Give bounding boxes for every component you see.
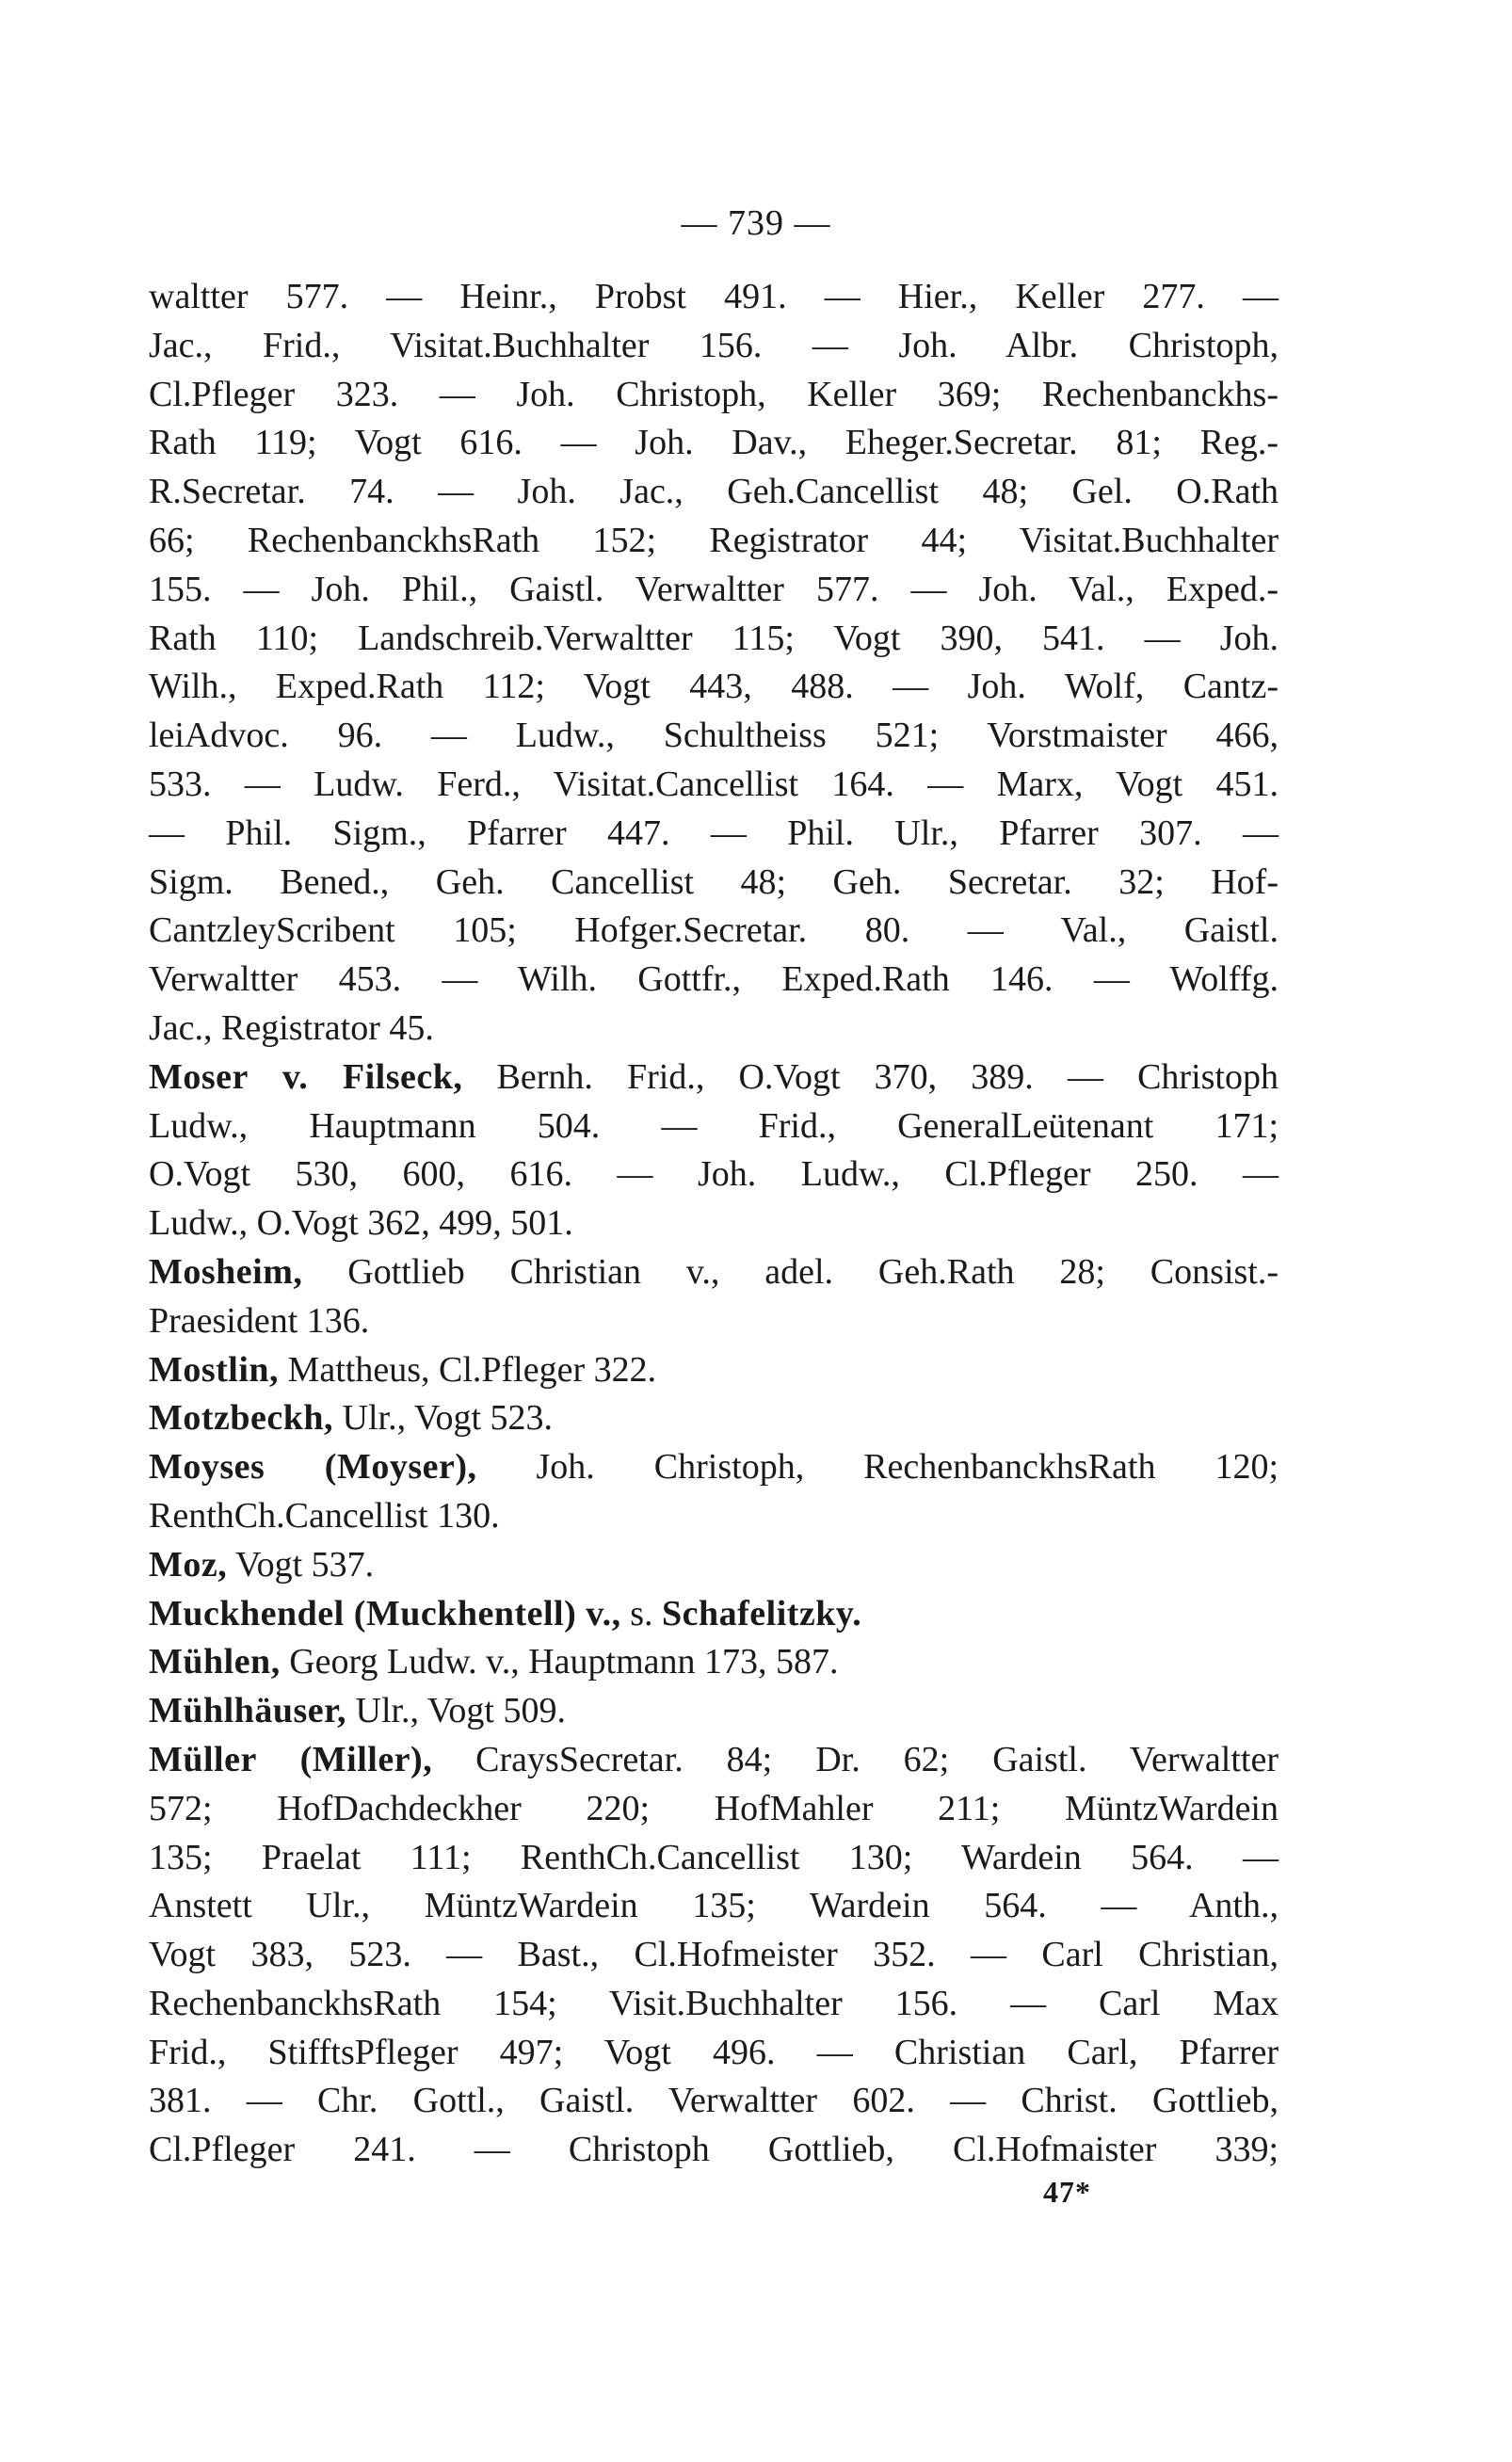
entry-text: 135; Praelat 111; RenthCh.Cancellist 130; Wardein 564. — [149,1837,1279,1877]
register-line [149,1199,1279,1248]
entry-headword: Moz, [149,1544,228,1585]
entry-headword: Mostlin, [149,1349,280,1390]
page-number: — 739 — [681,203,831,243]
register-line [149,956,1279,1005]
entry-headword: Moser v. Filseck, [149,1056,463,1097]
register-line [149,1297,1279,1346]
entry-headword: Mühlhäuser, [149,1691,346,1731]
entry-text: Rath 119; Vogt 616. — Joh. Dav., Eheger.Secretar. 81; Reg.- [149,423,1279,463]
register-line [149,1882,1279,1931]
entry-text: Bernh. Frid., O.Vogt 370, 389. — Christoph [462,1056,1279,1097]
register-line [149,1492,1279,1541]
entry-text: Cl.Pfleger 323. — Joh. Christoph, Keller 369; Rechenbanckhs- [149,374,1279,414]
entry-text: Ludw., O.Vogt 362, 499, 501. [149,1203,573,1244]
register-line [149,1687,1279,1736]
register-line [149,1590,1279,1639]
entry-text: Joh. Christoph, RechenbanckhsRath 120; [476,1447,1279,1488]
register-line [149,1102,1279,1151]
register-line [149,517,1279,566]
entry-text: s. [620,1593,662,1633]
entry-text: Mattheus, Cl.Pfleger 322. [279,1349,657,1390]
register-line [149,371,1279,420]
register-text [149,273,1279,2175]
entry-text: — Phil. Sigm., Pfarrer 447. — Phil. Ulr., Pfarrer 307. — [149,813,1279,853]
register-line [149,761,1279,810]
register-line [149,1931,1279,1980]
entry-text: O.Vogt 530, 600, 616. — Joh. Ludw., Cl.Pfleger 250. — [149,1154,1279,1195]
entry-text: 572; HofDachdeckher 220; HofMahler 211; MüntzWardein [149,1788,1279,1828]
entry-text: waltter 577. — Heinr., Probst 491. — Hier., Keller 277. — [149,277,1279,316]
entry-text: CraysSecretar. 84; Dr. 62; Gaistl. Verwaltter [432,1739,1279,1779]
entry-text: Anstett Ulr., MüntzWardein 135; Wardein 564. — Anth., [149,1886,1279,1926]
register-line [149,1394,1279,1443]
entry-headword: Moyses (Moyser), [149,1447,477,1488]
entry-text: RechenbanckhsRath 154; Visit.Buchhalter 156. — Carl Max [149,1983,1279,2023]
entry-text: leiAdvoc. 96. — Ludw., Schultheiss 521; Vorstmaister 466, [149,716,1279,756]
register-line [149,1638,1279,1687]
entry-text: Ludw., Hauptmann 504. — Frid., GeneralLeütenant 171; [149,1105,1279,1146]
entry-text: RenthCh.Cancellist 130. [149,1495,500,1536]
register-line [149,468,1279,517]
entry-headword: Motzbeckh, [149,1398,334,1439]
entry-text: 533. — Ludw. Ferd., Visitat.Cancellist 164. — Marx, Vogt 451. [149,764,1279,804]
entry-text: Frid., StifftsPfleger 497; Vogt 496. — Christian Carl, Pfarrer [149,2032,1279,2072]
entry-text: Verwaltter 453. — Wilh. Gottfr., Exped.Rath 146. — Wolffg. [149,959,1279,1000]
entry-text: Sigm. Bened., Geh. Cancellist 48; Geh. Secretar. 32; Hof- [149,861,1279,902]
register-line [149,1785,1279,1834]
register-line [149,566,1279,615]
cross-reference: Schafelitzky. [661,1593,862,1633]
entry-text: Wilh., Exped.Rath 112; Vogt 443, 488. — Joh. Wolf, Cantz- [149,667,1279,707]
entry-text: Jac., Frid., Visitat.Buchhalter 156. — Joh. Albr. Christoph, [149,325,1279,365]
entry-text: Georg Ludw. v., Hauptmann 173, 587. [280,1642,839,1682]
entry-headword: Mosheim, [149,1251,303,1292]
register-line [149,1834,1279,1883]
register-line [149,1005,1279,1054]
register-line [149,1541,1279,1590]
entry-text: Cl.Pfleger 241. — Christoph Gottlieb, Cl.Hofmaister 339; [149,2130,1279,2170]
register-line [149,1980,1279,2029]
entry-text: Vogt 383, 523. — Bast., Cl.Hofmeister 352. — Carl Christian, [149,1935,1279,1975]
entry-text: 155. — Joh. Phil., Gaistl. Verwaltter 577. — Joh. Val., Exped.- [149,569,1279,609]
register-line [149,322,1279,371]
register-line [149,1736,1279,1785]
entry-text: Ulr., Vogt 509. [346,1691,566,1731]
entry-text: Praesident 136. [149,1300,370,1341]
entry-text: R.Secretar. 74. — Joh. Jac., Geh.Cancellist 48; Gel. O.Rath [149,472,1279,512]
register-line [149,859,1279,908]
register-line [149,1151,1279,1199]
entry-text: 381. — Chr. Gottl., Gaistl. Verwaltter 602. — Christ. Gottlieb, [149,2081,1279,2121]
register-line [149,907,1279,956]
signature-mark: 47* [1043,2175,1091,2209]
register-line [149,1443,1279,1492]
entry-text: Ulr., Vogt 523. [333,1398,554,1439]
register-line [149,2077,1279,2126]
register-line [149,273,1279,322]
entry-text: Gottlieb Christian v., adel. Geh.Rath 28; Consist.- [302,1251,1279,1292]
entry-text: CantzleyScribent 105; Hofger.Secretar. 80. — Val., Gaistl. [149,910,1279,951]
register-line [149,810,1279,859]
entry-headword: Muckhendel (Muckhentell) v., [149,1593,621,1633]
register-line [149,712,1279,761]
entry-headword: Müller (Miller), [149,1739,433,1779]
entry-text: Vogt 537. [227,1544,375,1585]
register-line [149,1346,1279,1395]
entry-headword: Mühlen, [149,1642,281,1682]
entry-text: 66; RechenbanckhsRath 152; Registrator 44; Visitat.Buchhalter [149,520,1279,560]
register-line [149,663,1279,712]
entry-text: Rath 110; Landschreib.Verwaltter 115; Vogt 390, 541. — Joh. [149,618,1279,658]
register-line [149,2029,1279,2078]
register-line [149,615,1279,664]
register-line [149,1248,1279,1297]
register-line [149,2126,1279,2175]
register-line [149,419,1279,468]
entry-text: Jac., Registrator 45. [149,1007,434,1048]
register-line [149,1054,1279,1102]
